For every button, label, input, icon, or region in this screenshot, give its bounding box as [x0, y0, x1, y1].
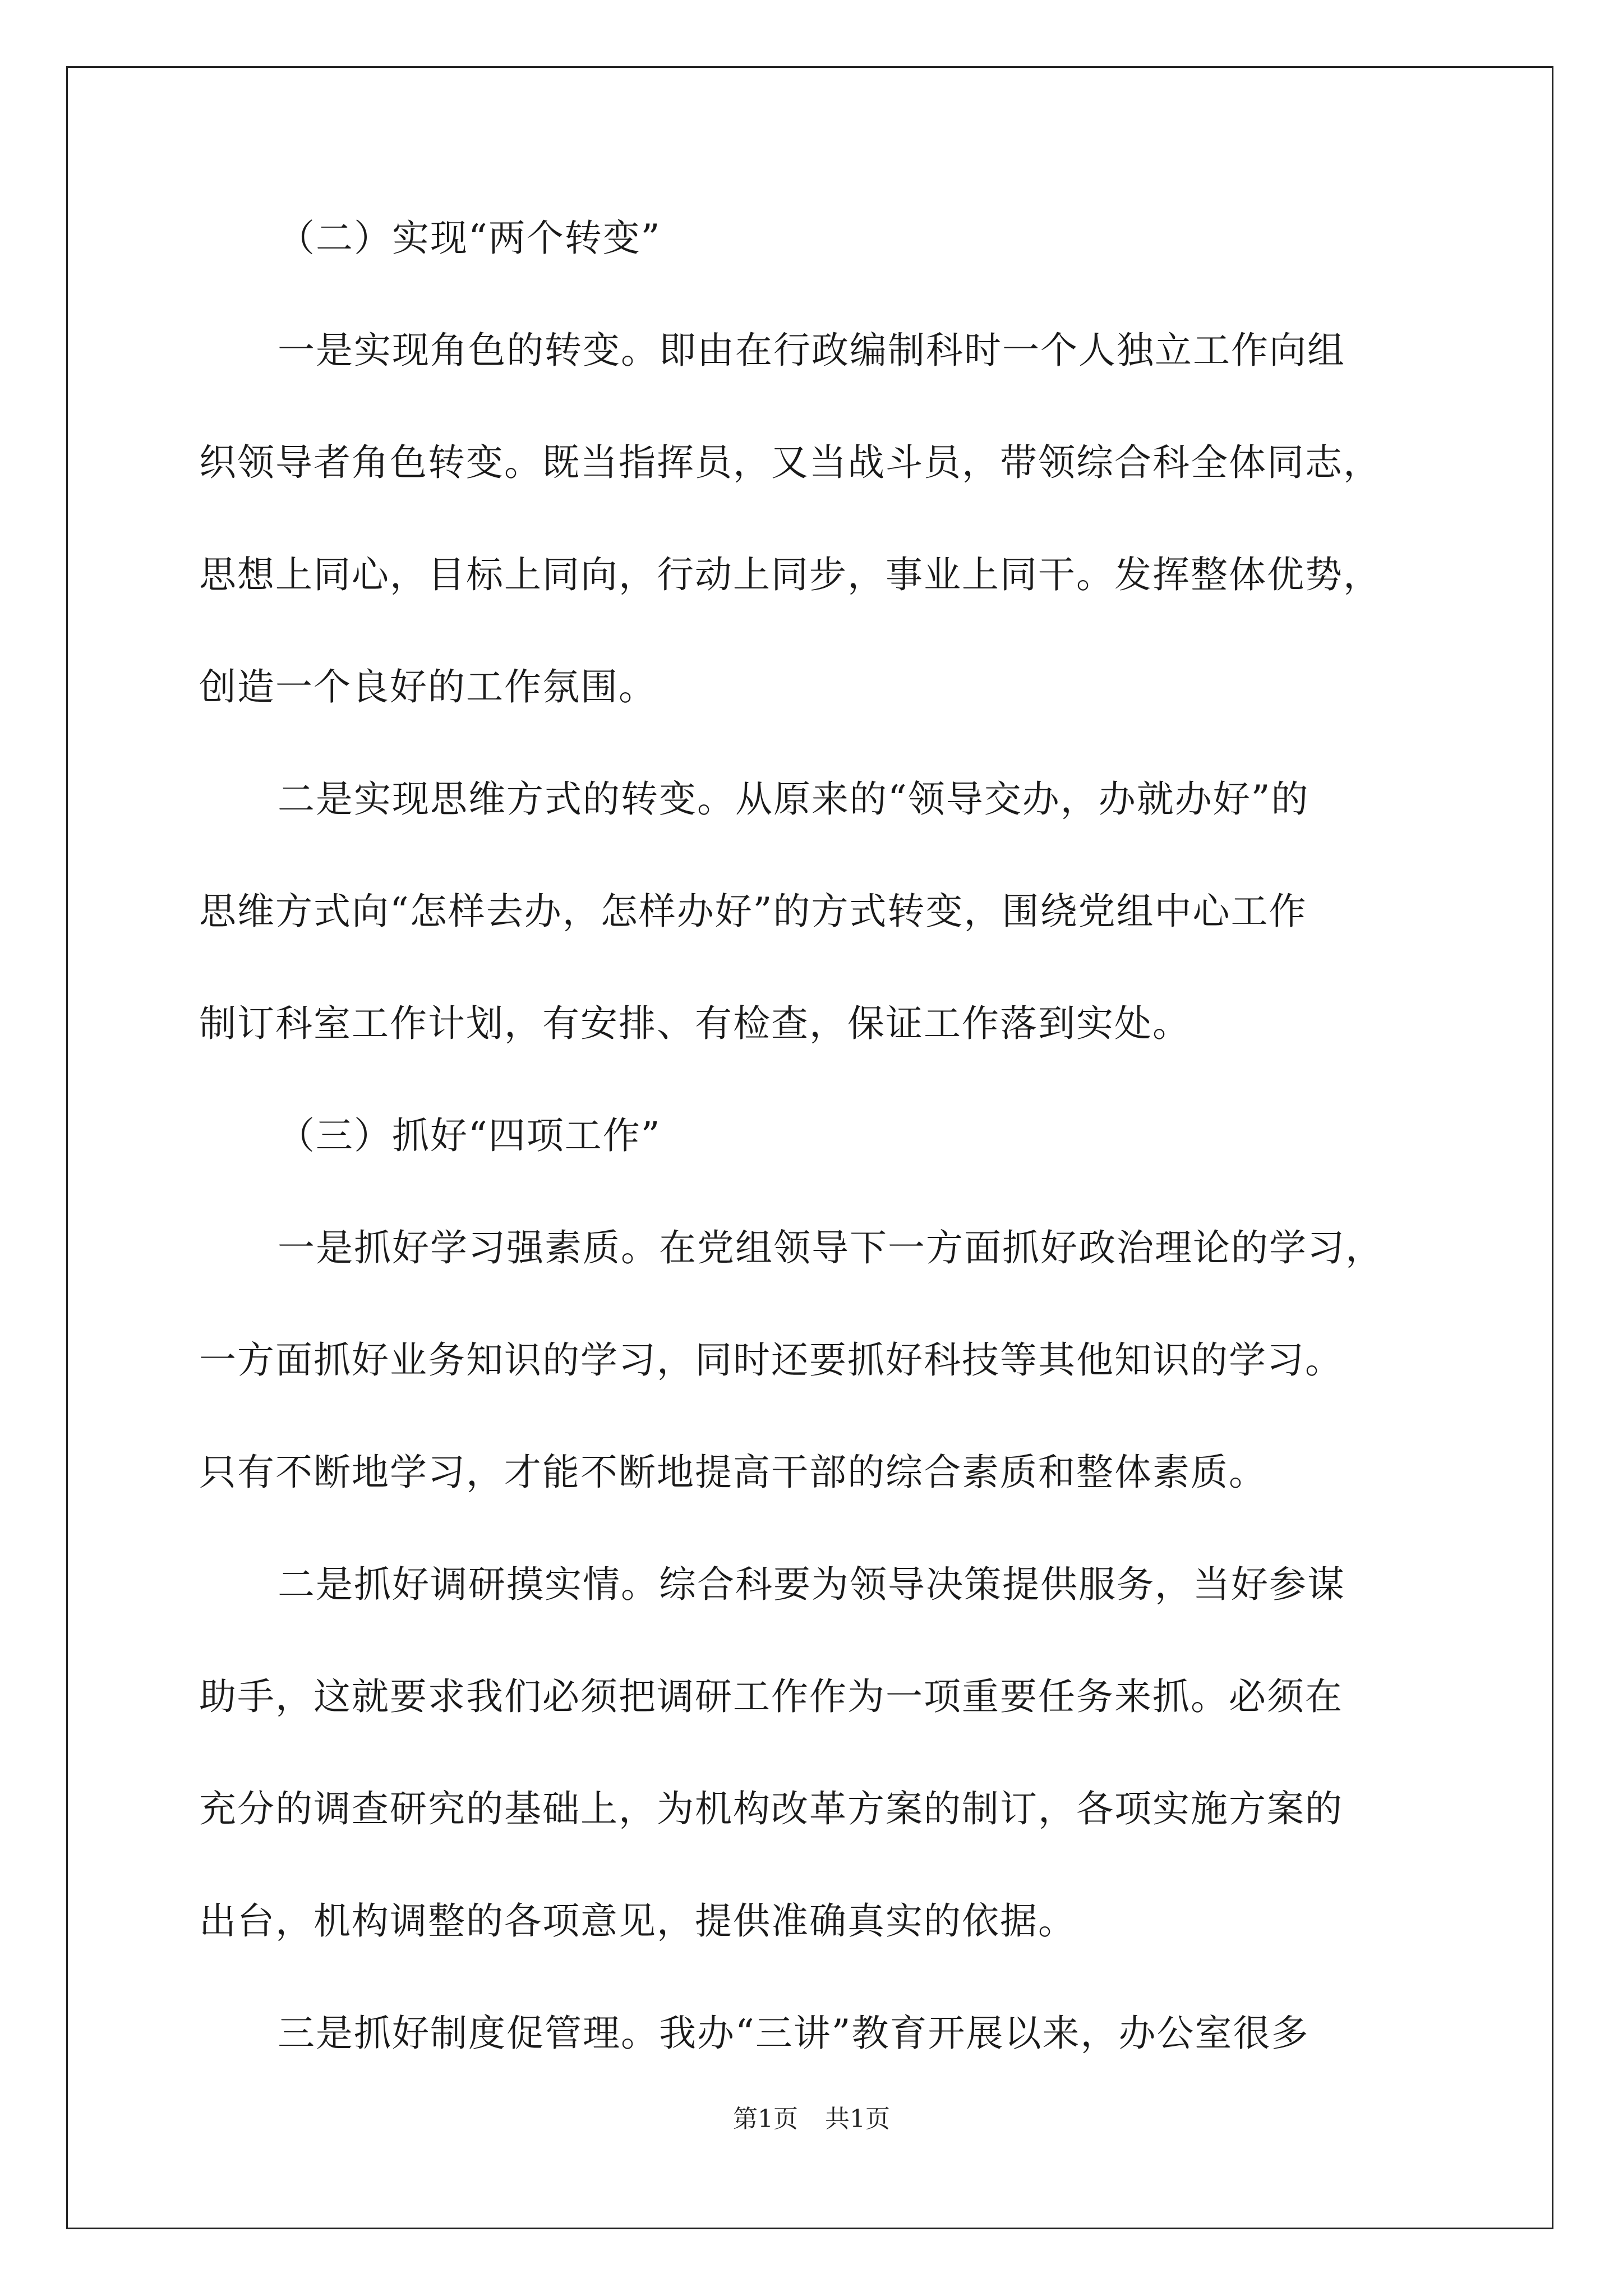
section-heading: （二）实现“两个转变” [278, 217, 661, 260]
page-footer [0, 2102, 1623, 2136]
paragraph-line: 创造一个良好的工作氛围。 [199, 665, 657, 708]
paragraph-line: 充分的调查研究的基础上，为机构改革方案的制订，各项实施方案的 [199, 1787, 1343, 1830]
paragraph-line: 思维方式向“怎样去办，怎样办好”的方式转变，围绕党组中心工作 [199, 890, 1307, 933]
paragraph-line: 二是实现思维方式的转变。从原来的“领导交办，办就办好”的 [278, 777, 1310, 821]
paragraph-line: 一是抓好学习强素质。在党组领导下一方面抓好政治理论的学习， [278, 1226, 1384, 1269]
page-total: 共1页 [825, 2105, 890, 2133]
paragraph-line: 织领导者角色转变。既当指挥员，又当战斗员，带领综合科全体同志， [199, 441, 1381, 484]
paragraph-line: 制订科室工作计划，有安排、有检查，保证工作落到实处。 [199, 1002, 1191, 1045]
paragraph-line: 三是抓好制度促管理。我办“三讲”教育开展以来，办公室很多 [278, 2012, 1310, 2055]
paragraph-line: 出台，机构调整的各项意见，提供准确真实的依据。 [199, 1899, 1076, 1943]
paragraph-line: 一是实现角色的转变。即由在行政编制科时一个人独立工作向组 [278, 329, 1345, 372]
paragraph-line: 一方面抓好业务知识的学习，同时还要抓好科技等其他知识的学习。 [199, 1338, 1343, 1382]
paragraph-line: 只有不断地学习，才能不断地提高干部的综合素质和整体素质。 [199, 1451, 1267, 1494]
paragraph-line: 二是抓好调研摸实情。综合科要为领导决策提供服务，当好参谋 [278, 1563, 1345, 1606]
paragraph-line: 助手，这就要求我们必须把调研工作作为一项重要任务来抓。必须在 [199, 1675, 1343, 1718]
section-heading: （三）抓好“四项工作” [278, 1114, 661, 1157]
paragraph-line: 思想上同心，目标上同向，行动上同步，事业上同干。发挥整体优势， [199, 553, 1381, 596]
page-number: 第1页 [733, 2105, 798, 2133]
